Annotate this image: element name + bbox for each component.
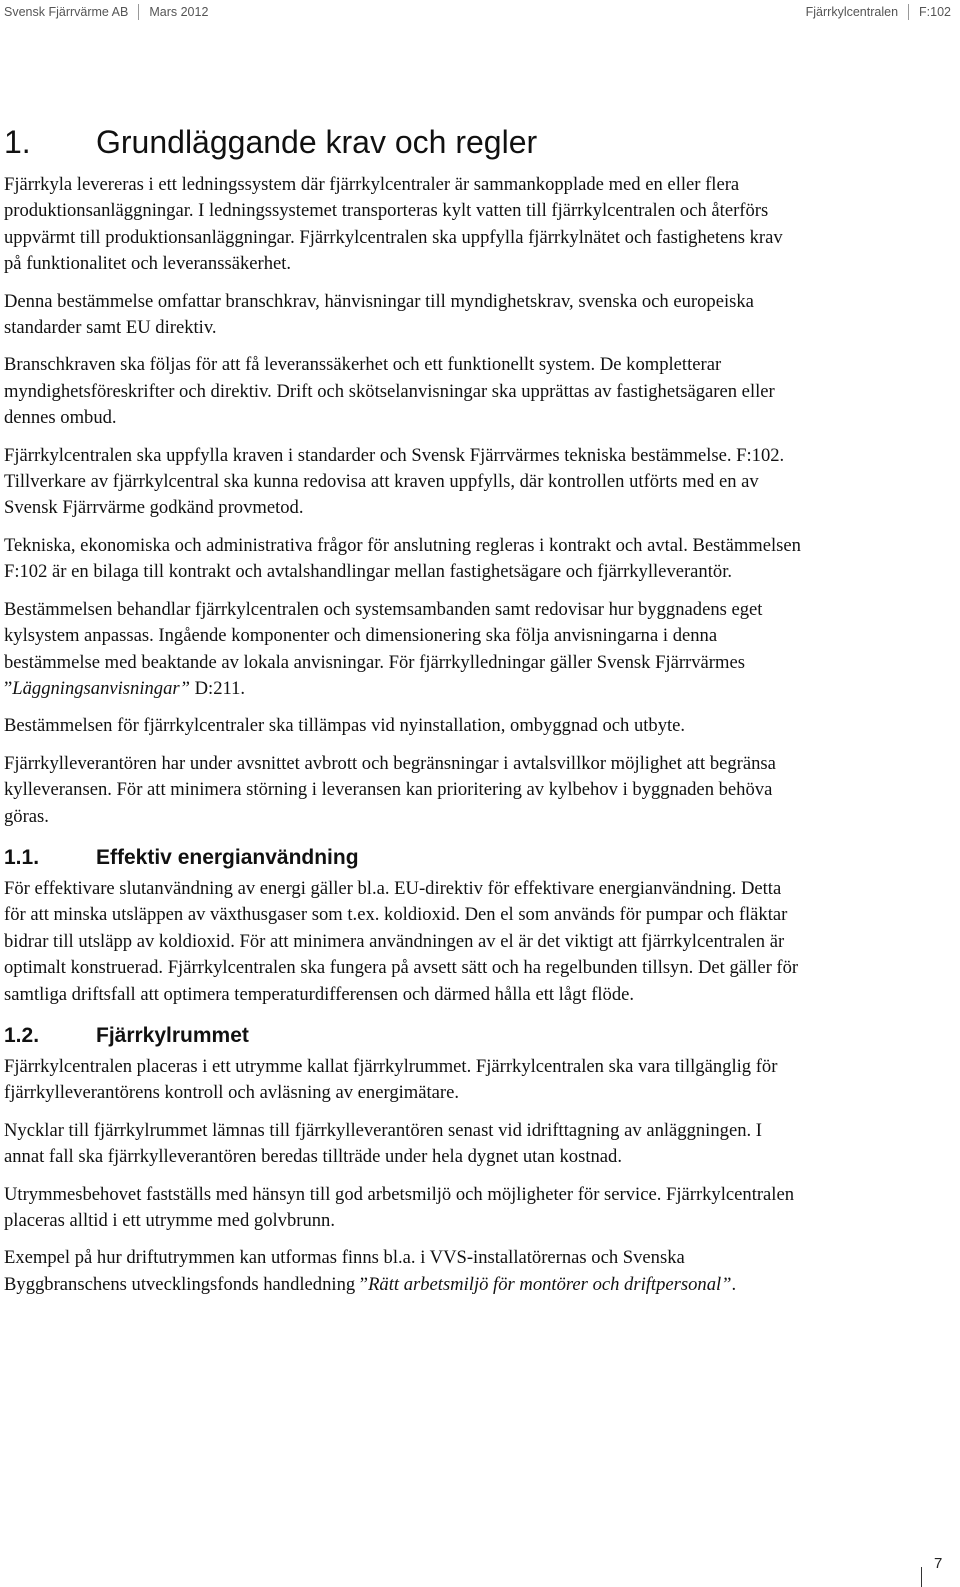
publication-title: Läggningsanvisningar” — [12, 677, 190, 699]
section-heading — [4, 120, 804, 164]
header-divider — [908, 4, 909, 20]
subsection-heading — [4, 1022, 804, 1050]
header-doc-code: F:102 — [919, 5, 951, 19]
footer-divider — [921, 1567, 922, 1587]
publication-title: Rätt arbetsmiljö för montörer och driftpersonal” — [368, 1273, 732, 1295]
paragraph — [4, 1245, 804, 1298]
paragraph: Fjärrkylcentralen placeras i ett utrymme kallat fjärrkylrummet. Fjärrkylcentralen ska vara tillgänglig för fjärrkylleverantörens kontroll och avläsning av energimätare. — [4, 1055, 778, 1104]
page-number: 7 — [934, 1555, 943, 1572]
paragraph-text: Bestämmelsen behandlar fjärrkylcentralen och systemsambanden samt redovisar hur byggnadens eget kylsystem anpassas. Ingående komponenter och dimensionering ska följa anvisningarna i denna bestämmelse med beaktande av lokala anvisningar. För fjärrkylledningar gäller Svensk Fjärrvärmes ” — [4, 598, 763, 699]
paragraph: Tekniska, ekonomiska och administrativa frågor för anslutning regleras i kontrakt och avtal. Bestämmelsen F:102 är en bilaga till kontrakt och avtalshandlingar mellan fastighetsägare och fjärrkylleverantör. — [4, 534, 801, 583]
paragraph: Bestämmelsen för fjärrkylcentraler ska tillämpas vid nyinstallation, ombyggnad och utbyte. — [4, 715, 686, 737]
subsection-number: 1.1. — [4, 845, 40, 869]
header-org: Svensk Fjärrvärme AB — [4, 5, 129, 19]
paragraph: Fjärrkyla levereras i ett ledningssystem där fjärrkylcentraler är sammankopplade med en eller flera produktionsanläggningar. I ledningssystemet transporteras kylt vatten till fjärrkylcentralen och återförs uppvärmt till produktionsanläggningar. Fjärrkylcentralen ska uppfylla fjärrkylnätet och fastighetens krav på funktionalitet och leveranssäkerhet. — [4, 174, 783, 275]
paragraph: Denna bestämmelse omfattar branschkrav, hänvisningar till myndighetskrav, svenska och europeiska standarder samt EU direktiv. — [4, 290, 754, 339]
header-right — [806, 4, 951, 20]
paragraph: Fjärrkylleverantören har under avsnittet avbrott och begränsningar i avtalsvillkor möjlighet att begränsa kylleveransen. För att minimera störning i leveransen kan prioritering av kylbehov i byggnaden behöva göras. — [4, 752, 776, 827]
subsection-heading — [4, 844, 804, 872]
paragraph — [4, 597, 804, 703]
document-body — [4, 120, 804, 1309]
header-divider — [138, 4, 139, 20]
paragraph: Utrymmesbehovet fastställs med hänsyn till god arbetsmiljö och möjligheter för service. Fjärrkylcentralen placeras alltid i ett utrymme med golvbrunn. — [4, 1183, 795, 1231]
paragraph-text: D:211. — [189, 677, 246, 699]
header-doc-title: Fjärrkylcentralen — [805, 5, 899, 19]
subsection-title: Fjärrkylrummet — [96, 1023, 249, 1047]
header-date: Mars 2012 — [149, 5, 209, 19]
paragraph: Fjärrkylcentralen ska uppfylla kraven i standarder och Svensk Fjärrvärmes tekniska bestämmelse. F:102. Tillverkare av fjärrkylcentral ska kunna redovisa att kraven uppfylls, där kontrollen utförts med en av Svensk Fjärrvärme godkänd provmetod. — [4, 444, 785, 519]
subsection-number: 1.2. — [4, 1023, 40, 1047]
header-left — [4, 4, 208, 20]
paragraph: För effektivare slutanvändning av energi gäller bl.a. EU-direktiv för effektivare energianvändning. Detta för att minska utsläppen av växthusgaser som t.ex. koldioxid. Den el som används för pumpar och fläktar bidrar till utsläpp av koldioxid. För att minimera användningen av el är det viktigt att fjärrkylcentralen är optimalt konstruerad. Fjärrkylcentralen ska fungera på avsett sätt och ha regelbunden tillsyn. Det gäller för samtliga driftsfall att optimera temperaturdifferensen och därmed hålla ett lågt flöde. — [4, 877, 799, 1005]
paragraph-text: Exempel på hur driftutrymmen kan utformas finns bl.a. i VVS-installatörernas och Svenska Byggbranschens utvecklingsfonds handledning ” — [4, 1247, 685, 1295]
section-title: Grundläggande krav och regler — [96, 124, 538, 160]
subsection-title: Effektiv energianvändning — [96, 845, 359, 869]
page-header — [0, 0, 960, 26]
paragraph-text: . — [731, 1273, 737, 1295]
section-number: 1. — [4, 124, 31, 160]
paragraph: Nycklar till fjärrkylrummet lämnas till fjärrkylleverantören senast vid idrifttagning av anläggningen. I annat fall ska fjärrkylleverantören beredas tillträde under hela dygnet utan kostnad. — [4, 1119, 762, 1168]
paragraph: Branschkraven ska följas för att få leveranssäkerhet och ett funktionellt system. De kompletterar myndighetsföreskrifter och direktiv. Drift och skötselanvisningar ska upprättas av fastighetsägaren eller dennes ombud. — [4, 354, 775, 429]
